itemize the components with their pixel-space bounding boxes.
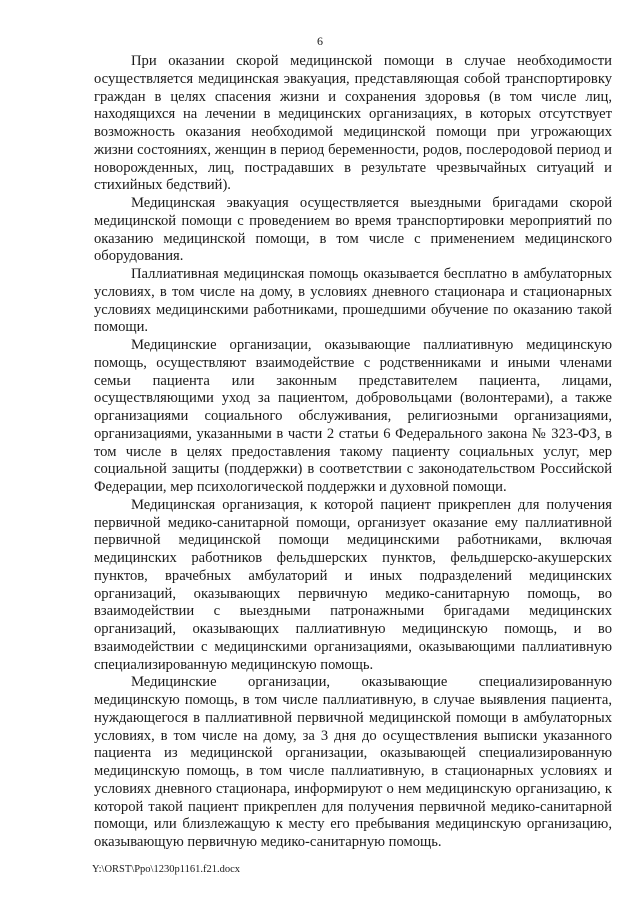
paragraph-evacuation-teams: Медицинская эвакуация осуществляется выездными бригадами скорой медицинской помощи с проведением во время транспортировки мероприятий по оказанию медицинской помощи, в том числе с применением медицинского оборудования. <box>94 195 612 265</box>
paragraph-primary-palliative-care: Медицинская организация, к которой пациент прикреплен для получения первичной медико-санитарной помощи, организует оказание ему паллиативной первичной медицинской помощи медицинскими работниками, включая медицинских работников фельдшерских пунктов, фельдшерско-акушерских пунктов, врачебных амбулаторий и иных подразделений медицинских организаций, оказывающих первичную медико-санитарную помощь, во взаимодействии с выездными патронажными бригадами медицинских организаций, оказывающих паллиативную медицинскую помощь, и во взаимодействии с медицинскими организациями, оказывающими паллиативную специализированную медицинскую помощь. <box>94 496 612 673</box>
paragraph-palliative-care: Паллиативная медицинская помощь оказывается бесплатно в амбулаторных условиях, в том числе на дому, в условиях дневного стационара и стационарных условиях медицинскими работниками, прошедшими обучение по оказанию такой помощи. <box>94 266 612 336</box>
paragraph-emergency-evacuation: При оказании скорой медицинской помощи в случае необходимости осуществляется медицинская эвакуация, представляющая собой транспортировку граждан в целях спасения жизни и сохранения здоровья (в том числе лиц, находящихся на лечении в медицинских организациях, в которых отсутствует возможность оказания необходимой медицинской помощи при угрожающих жизни состояниях, женщин в период беременности, родов, послеродовой период и новорожденных, лиц, пострадавших в результате чрезвычайных ситуаций и стихийных бедствий). <box>94 53 612 194</box>
paragraph-discharge-notification: Медицинские организации, оказывающие специализированную медицинскую помощь, в том числе паллиативную, в случае выявления пациента, нуждающегося в паллиативной первичной медицинской помощи в амбулаторных условиях, в том числе на дому, за 3 дня до осуществления выписки указанного пациента из медицинской организации, оказывающей специализированную медицинскую помощь, в том числе паллиативную, в стационарных условиях и условиях дневного стационара, информируют о нем медицинскую организацию, к которой такой пациент прикреплен для получения первичной медико-санитарной помощи, или близлежащую к месту его пребывания медицинскую организацию, оказывающую первичную медико-санитарную помощь. <box>94 674 612 850</box>
page-number: 6 <box>317 34 323 48</box>
paragraph-organization-interaction: Медицинские организации, оказывающие паллиативную медицинскую помощь, осуществляют взаимодействие с родственниками и иными членами семьи пациента или законным представителем пациента, лицами, осуществляющими уход за пациентом, добровольцами (волонтерами), а также организациями социального обслуживания, религиозными организациями, организациями, указанными в части 2 статьи 6 Федерального закона № 323-ФЗ, в том числе в целях предоставления такому пациенту социальных услуг, мер социальной защиты (поддержки) в соответствии с законодательством Российской Федерации, мер психологической поддержки и духовной помощи. <box>94 337 612 495</box>
file-path-footer: Y:\ORST\Ppo\1230p1161.f21.docx <box>92 864 240 875</box>
document-body <box>94 53 612 852</box>
